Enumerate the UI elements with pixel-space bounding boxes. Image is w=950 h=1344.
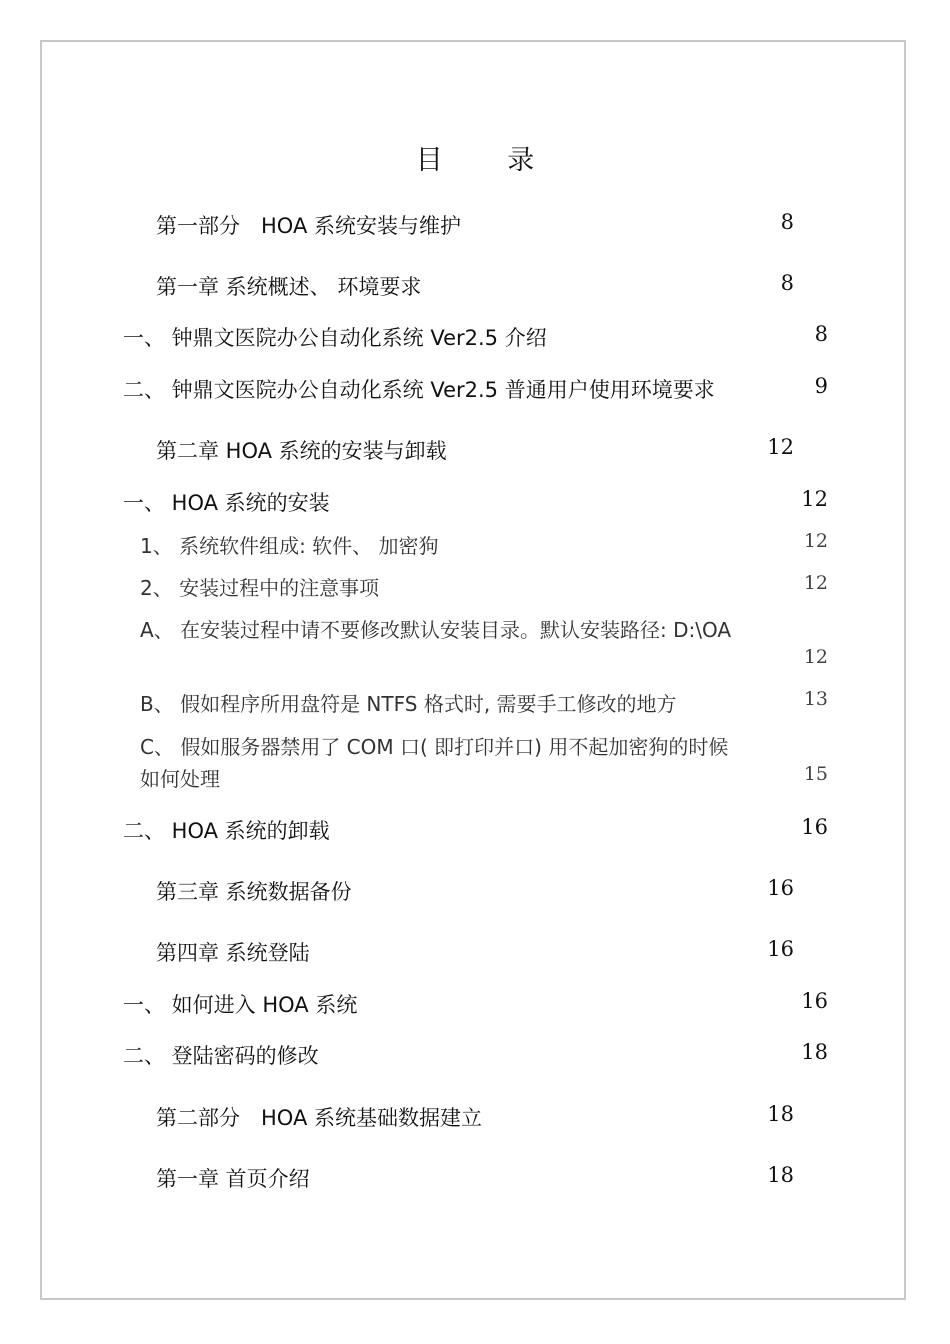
toc-entry-page: 15 <box>803 763 828 785</box>
toc-entry-text: 第四章 系统登陆 <box>156 941 310 965</box>
toc-entry-page: 12 <box>767 435 794 459</box>
toc-entry-text: 第二章 HOA 系统的安装与卸载 <box>156 439 447 463</box>
toc-title: 目 录 <box>415 145 563 176</box>
toc-entry[interactable] <box>0 1163 950 1197</box>
toc-entry-page: 8 <box>814 322 828 346</box>
toc-entry-text: 一、 钟鼎文医院办公自动化系统 Ver2.5 介绍 <box>123 326 547 350</box>
toc-entry-page: 12 <box>803 572 828 594</box>
toc-entry-page: 18 <box>767 1102 794 1126</box>
toc-entry-page: 12 <box>801 487 828 511</box>
toc-entry-text: 二、 HOA 系统的卸载 <box>123 819 330 843</box>
toc-entry[interactable] <box>0 731 950 797</box>
toc-entry-page: 16 <box>801 815 828 839</box>
toc-entry-text: C、 假如服务器禁用了 COM 口( 即打印并口) 用不起加密狗的时候 <box>140 735 729 759</box>
toc-entry-text: 一、 如何进入 HOA 系统 <box>123 993 358 1017</box>
toc-entry-page: 16 <box>767 937 794 961</box>
toc-entry-text: 二、 登陆密码的修改 <box>123 1044 319 1068</box>
toc-entry-page: 12 <box>803 530 828 552</box>
toc-entry[interactable] <box>0 989 950 1023</box>
toc-entry-page: 8 <box>780 271 794 295</box>
toc-entry[interactable] <box>0 614 950 680</box>
toc-entry-text: 二、 钟鼎文医院办公自动化系统 Ver2.5 普通用户使用环境要求 <box>123 378 715 402</box>
toc-entry-page: 18 <box>767 1163 794 1187</box>
toc-entry[interactable] <box>0 271 950 305</box>
toc-entry-text: A、 在安装过程中请不要修改默认安装目录。默认安装路径: D:\OA <box>140 618 732 642</box>
toc-entry[interactable] <box>0 876 950 910</box>
toc-entry[interactable] <box>0 1040 950 1074</box>
toc-entry-page: 18 <box>801 1040 828 1064</box>
toc-entry-page: 8 <box>780 210 794 234</box>
toc-entry-page: 12 <box>803 646 828 668</box>
toc-entry-text: 第一章 首页介绍 <box>156 1167 310 1191</box>
toc-entry-text: 第一章 系统概述、 环境要求 <box>156 275 422 299</box>
toc-entry[interactable] <box>0 937 950 971</box>
toc-entry[interactable] <box>0 530 950 564</box>
toc-entry-page: 16 <box>801 989 828 1013</box>
toc-entry-page: 9 <box>814 374 828 398</box>
toc-entry[interactable] <box>0 322 950 356</box>
toc-entry[interactable] <box>0 815 950 849</box>
toc-entry-text: 第二部分 HOA 系统基础数据建立 <box>156 1106 482 1130</box>
toc-entry-text: 一、 HOA 系统的安装 <box>123 491 330 515</box>
toc-entry-text: 第一部分 HOA 系统安装与维护 <box>156 214 461 238</box>
toc-entry-page: 13 <box>803 688 828 710</box>
toc-entry[interactable] <box>0 1102 950 1136</box>
toc-entry-text: 第三章 系统数据备份 <box>156 880 352 904</box>
toc-entry-text: 1、 系统软件组成: 软件、 加密狗 <box>140 534 439 558</box>
toc-entry[interactable] <box>0 210 950 244</box>
toc-entry[interactable] <box>0 374 950 408</box>
toc-entry[interactable] <box>0 435 950 469</box>
toc-entry-text-continued: 如何处理 <box>140 767 220 791</box>
toc-entry[interactable] <box>0 688 950 722</box>
toc-entry[interactable] <box>0 487 950 521</box>
toc-entry-page: 16 <box>767 876 794 900</box>
toc-entry-text: B、 假如程序所用盘符是 NTFS 格式时, 需要手工修改的地方 <box>140 692 677 716</box>
toc-entry-text: 2、 安装过程中的注意事项 <box>140 576 380 600</box>
toc-entry[interactable] <box>0 572 950 606</box>
